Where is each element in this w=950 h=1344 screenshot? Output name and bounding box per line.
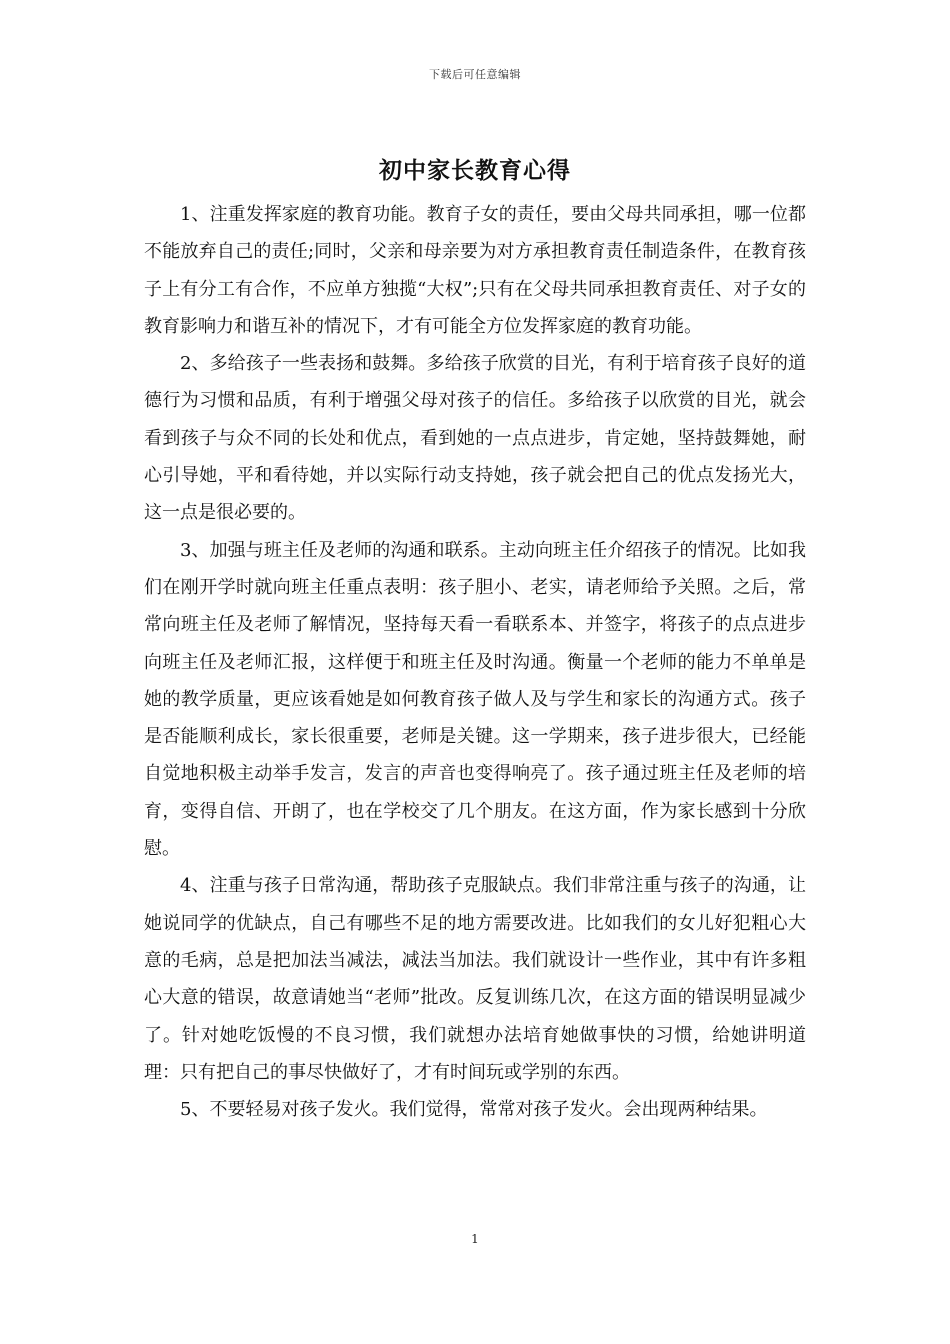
paragraph-5: 5、不要轻易对孩子发火。我们觉得，常常对孩子发火。会出现两种结果。: [180, 1099, 768, 1121]
paragraph-3: 3、加强与班主任及老师的沟通和联系。主动向班主任介绍孩子的情况。比如我们在刚开学时就向班主任重点表明：孩子胆小、老实，请老师给予关照。之后，常常向班主任及老师了解情况，坚持每天看一看联系本、并签字，将孩子的点点进步向班主任及老师汇报，这样便于和班主任及时沟通。衡量一个老师的能力不单单是她的教学质量，更应该看她是如何教育孩子做人及与学生和家长的沟通方式。孩子是否能顺利成长，家长很重要，老师是关键。这一学期来，孩子进步很大，已经能自觉地积极主动举手发言，发言的声音也变得响亮了。孩子通过班主任及老师的培育，变得自信、开朗了，也在学校交了几个朋友。在这方面，作为家长感到十分欣慰。: [144, 539, 806, 860]
paragraph-4: 4、注重与孩子日常沟通，帮助孩子克服缺点。我们非常注重与孩子的沟通，让她说同学的优缺点，自己有哪些不足的地方需要改进。比如我们的女儿好犯粗心大意的毛病，总是把加法当减法，减法当加法。我们就设计一些作业，其中有许多粗心大意的错误，故意请她当“老师”批改。反复训练几次，在这方面的错误明显减少了。针对她吃饭慢的不良习惯，我们就想办法培育她做事快的习惯，给她讲明道理：只有把自己的事尽快做好了，才有时间玩或学别的东西。: [144, 875, 806, 1083]
document-title: 初中家长教育心得: [379, 157, 571, 184]
paragraph-2: 2、多给孩子一些表扬和鼓舞。多给孩子欣赏的目光，有利于培育孩子良好的道德行为习惯和品质，有利于增强父母对孩子的信任。多给孩子以欣赏的目光，就会看到孩子与众不同的长处和优点，看到她的一点点进步，肯定她，坚持鼓舞她，耐心引导她，平和看待她，并以实际行动支持她，孩子就会把自己的优点发扬光大，这一点是很必要的。: [144, 353, 806, 524]
page-number: 1: [471, 1232, 479, 1246]
document-body: [144, 196, 806, 1128]
paragraph-1: 1、注重发挥家庭的教育功能。教育子女的责任，要由父母共同承担，哪一位都不能放弃自己的责任;同时，父亲和母亲要为对方承担教育责任制造条件，在教育孩子上有分工有合作，不应单方独揽“大权”;只有在父母共同承担教育责任、对子女的教育影响力和谐互补的情况下，才有可能全方位发挥家庭的教育功能。: [144, 204, 806, 337]
header-note: 下载后可任意编辑: [429, 68, 521, 81]
